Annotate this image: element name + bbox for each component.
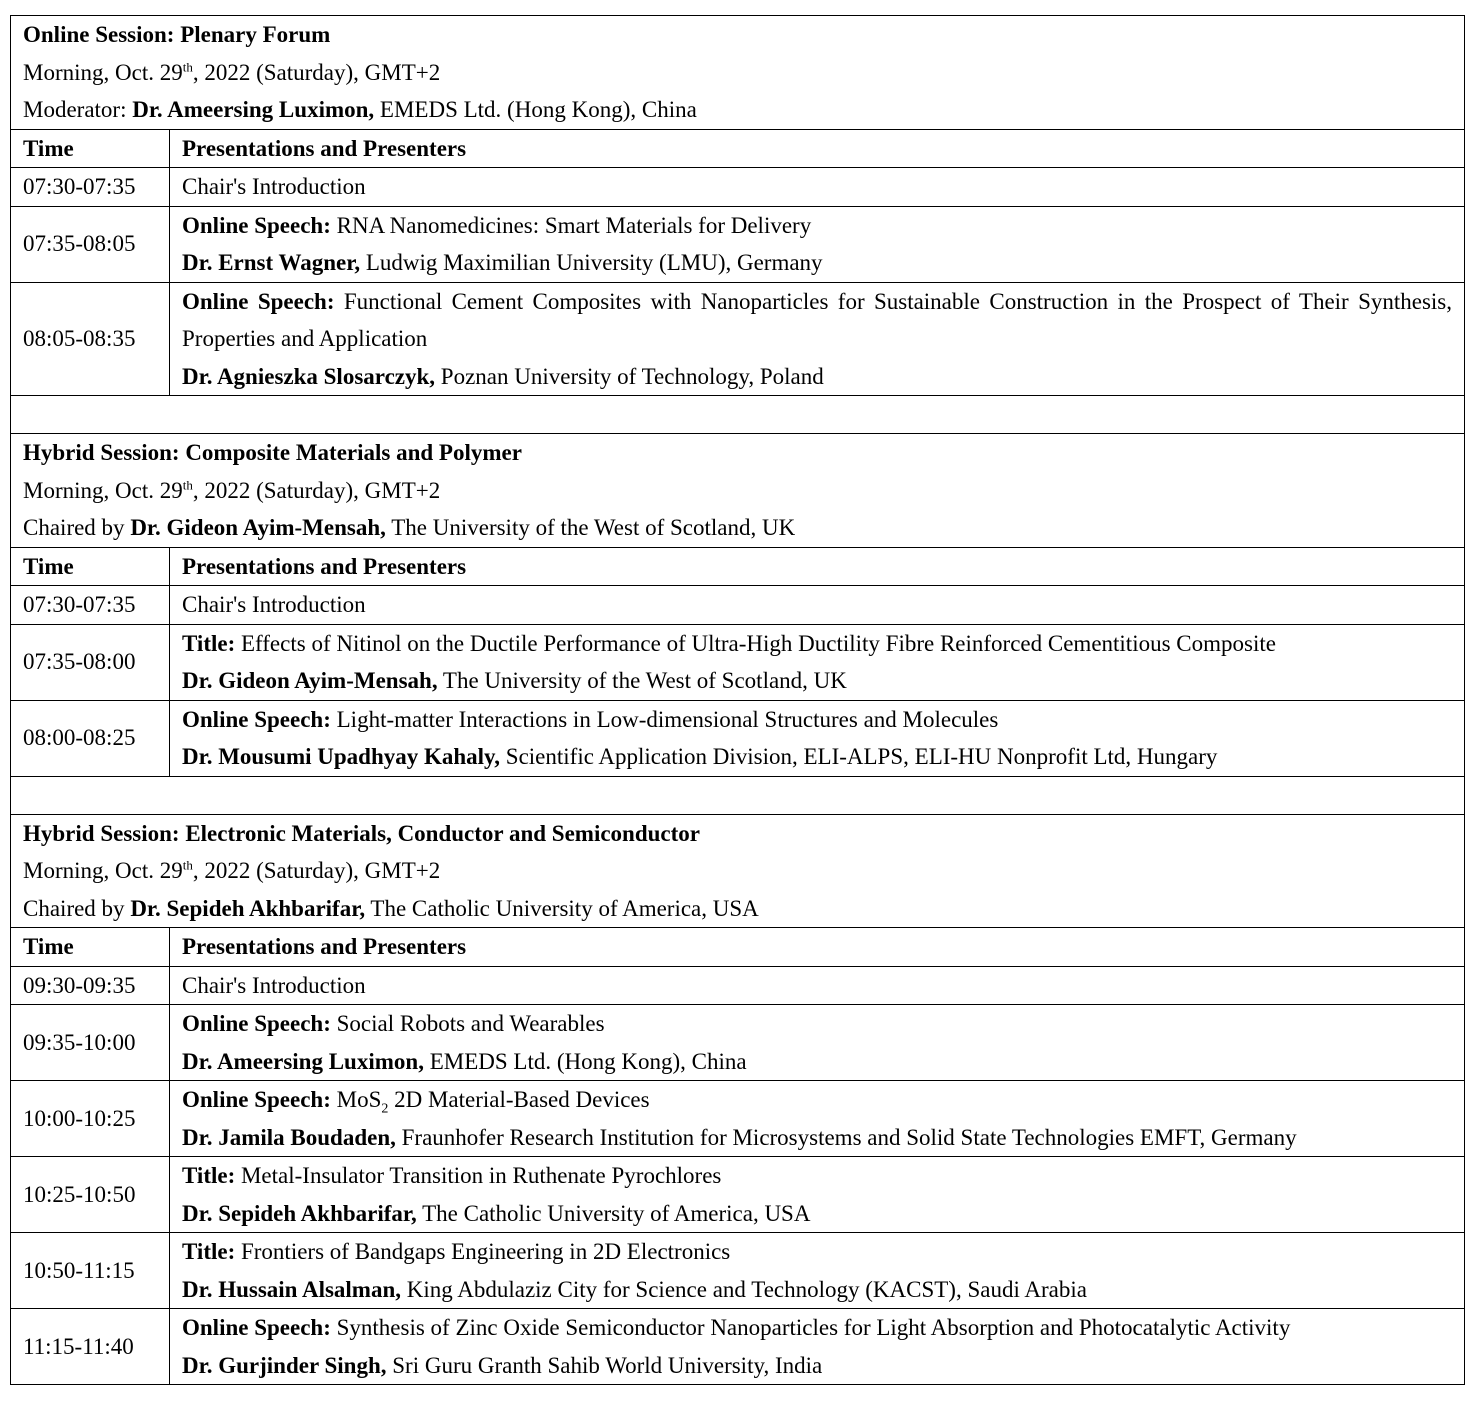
chair-prefix: Chaired by xyxy=(23,515,131,540)
time-cell: 09:30-09:35 xyxy=(11,966,170,1005)
presenter-affiliation: Scientific Application Division, ELI-ALPS, ELI-HU Nonprofit Ltd, Hungary xyxy=(500,744,1218,769)
presentation-title: Metal-Insulator Transition in Ruthenate Pyrochlores xyxy=(235,1163,722,1188)
date-rest: , 2022 (Saturday), GMT+2 xyxy=(192,59,441,85)
session-header xyxy=(11,434,1465,548)
date-text: Morning, Oct. 29 xyxy=(23,858,183,883)
presentation-title-rest: 2D Material-Based Devices xyxy=(388,1087,650,1112)
spacer-row xyxy=(11,396,1465,434)
presentation-label: Title: xyxy=(182,1239,236,1264)
presenter-name: Dr. Gurjinder Singh, xyxy=(182,1352,387,1378)
presenter-name: Dr. Mousumi Upadhyay Kahaly, xyxy=(182,744,501,769)
presentation-label: Online Speech: xyxy=(182,212,331,238)
presenter-name: Dr. Sepideh Akhbarifar, xyxy=(182,1200,417,1226)
presenter-name: Dr. Gideon Ayim-Mensah, xyxy=(182,668,438,693)
column-header-row xyxy=(11,547,1465,586)
time-cell: 07:35-08:00 xyxy=(11,624,170,700)
chair-affiliation: The Catholic University of America, USA xyxy=(365,895,759,921)
presentation-title: Light-matter Interactions in Low-dimensional Structures and Molecules xyxy=(330,706,999,732)
session-chair xyxy=(23,890,1452,928)
col-presentations-header: Presentations and Presenters xyxy=(170,547,1465,586)
presentation-label: Online Speech: xyxy=(182,1087,331,1112)
presenter-affiliation: Sri Guru Granth Sahib World University, India xyxy=(386,1352,823,1378)
session-date xyxy=(23,472,1452,510)
table-row xyxy=(11,1309,1465,1385)
subscript: 2 xyxy=(381,1101,389,1117)
col-presentations-header: Presentations and Presenters xyxy=(170,129,1465,168)
table-row xyxy=(11,282,1465,396)
time-cell: 08:00-08:25 xyxy=(11,700,170,776)
table-row xyxy=(11,1081,1465,1157)
presentation-cell xyxy=(170,700,1465,776)
presentation-cell xyxy=(170,1081,1465,1157)
presenter-line xyxy=(182,244,1452,282)
chair-prefix: Moderator: xyxy=(23,97,133,122)
date-suffix: th xyxy=(182,476,193,492)
presenter-affiliation: Ludwig Maximilian University (LMU), Germany xyxy=(360,250,823,275)
date-text: Morning, Oct. 29 xyxy=(23,59,183,85)
session-title: Hybrid Session: Electronic Materials, Conductor and Semiconductor xyxy=(23,820,701,846)
presenter-line xyxy=(182,358,1452,396)
presenter-line xyxy=(182,738,1452,776)
presentation-title: Functional Cement Composites with Nanoparticles for Sustainable Construction in the Prospect of Their Synthesis, Properties and Application xyxy=(182,288,1453,351)
table-row xyxy=(11,966,1465,1005)
presenter-affiliation: The University of the West of Scotland, UK xyxy=(437,668,847,693)
col-time-header: Time xyxy=(11,928,170,967)
table-row xyxy=(11,1157,1465,1233)
date-rest: , 2022 (Saturday), GMT+2 xyxy=(192,477,441,503)
col-time-header: Time xyxy=(11,129,170,168)
presentation-title: MoS xyxy=(330,1087,382,1112)
presenter-affiliation: EMEDS Ltd. (Hong Kong), China xyxy=(423,1048,747,1074)
column-header-row xyxy=(11,129,1465,168)
table-row xyxy=(11,700,1465,776)
presentation-line xyxy=(182,1309,1452,1347)
time-cell: 11:15-11:40 xyxy=(11,1309,170,1385)
presentation-cell xyxy=(170,1233,1465,1309)
time-cell: 07:30-07:35 xyxy=(11,586,170,625)
table-row xyxy=(11,624,1465,700)
presentation-cell xyxy=(170,206,1465,282)
presenter-affiliation: The Catholic University of America, USA xyxy=(416,1200,811,1226)
presentation-line xyxy=(182,283,1452,358)
presentation-line xyxy=(182,1157,1452,1195)
time-cell: 07:35-08:05 xyxy=(11,206,170,282)
presentation-label: Online Speech: xyxy=(182,288,335,314)
chair-name: Dr. Ameersing Luximon, xyxy=(132,97,375,122)
schedule-table xyxy=(10,15,1465,1385)
presenter-name: Dr. Hussain Alsalman, xyxy=(182,1276,401,1302)
table-row xyxy=(11,206,1465,282)
presenter-line xyxy=(182,1347,1452,1385)
presentation-title: RNA Nanomedicines: Smart Materials for Delivery xyxy=(330,212,812,238)
presentation-title: Frontiers of Bandgaps Engineering in 2D Electronics xyxy=(235,1239,731,1264)
presenter-line xyxy=(182,662,1452,700)
session-chair xyxy=(23,509,1452,547)
presenter-name: Dr. Ernst Wagner, xyxy=(182,250,361,275)
session-header xyxy=(11,16,1465,130)
presenter-name: Dr. Agnieszka Slosarczyk, xyxy=(182,363,436,389)
chair-name: Dr. Sepideh Akhbarifar, xyxy=(130,895,366,921)
presentation-line xyxy=(182,625,1452,663)
presentation-label: Title: xyxy=(182,1163,236,1188)
session-title: Hybrid Session: Composite Materials and Polymer xyxy=(23,440,522,465)
time-cell: 07:30-07:35 xyxy=(11,168,170,207)
table-row xyxy=(11,168,1465,207)
chair-name: Dr. Gideon Ayim-Mensah, xyxy=(130,515,386,540)
presentation-label: Title: xyxy=(182,630,236,656)
chair-affiliation: The University of the West of Scotland, UK xyxy=(385,515,796,540)
spacer-row xyxy=(11,776,1465,814)
presentation-label: Online Speech: xyxy=(182,1011,331,1036)
presenter-line xyxy=(182,1119,1452,1157)
session-date xyxy=(23,54,1452,92)
presenter-name: Dr. Ameersing Luximon, xyxy=(182,1048,424,1074)
table-row xyxy=(11,1233,1465,1309)
session-chair xyxy=(23,91,1452,129)
presentation-line xyxy=(182,207,1452,245)
time-cell: 09:35-10:00 xyxy=(11,1005,170,1081)
presentation-line xyxy=(182,1233,1452,1271)
table-row xyxy=(11,586,1465,625)
chair-affiliation: EMEDS Ltd. (Hong Kong), China xyxy=(374,97,697,122)
presenter-name: Dr. Jamila Boudaden, xyxy=(182,1124,396,1150)
presentation-label: Online Speech: xyxy=(182,1315,331,1340)
col-presentations-header: Presentations and Presenters xyxy=(170,928,1465,967)
presentation-label: Online Speech: xyxy=(182,706,331,732)
presentation-title: Synthesis of Zinc Oxide Semiconductor Nanoparticles for Light Absorption and Photocatalytic Activity xyxy=(330,1315,1291,1340)
session-header xyxy=(11,814,1465,928)
presenter-affiliation: Poznan University of Technology, Poland xyxy=(435,363,824,389)
presentation-cell xyxy=(170,1157,1465,1233)
session-title: Online Session: Plenary Forum xyxy=(23,22,331,47)
presentation-title: Social Robots and Wearables xyxy=(330,1011,605,1036)
column-header-row xyxy=(11,928,1465,967)
col-time-header: Time xyxy=(11,547,170,586)
presentation-cell xyxy=(170,624,1465,700)
session-date xyxy=(23,852,1452,890)
presentation-title: Chair's Introduction xyxy=(170,586,1465,625)
presenter-line xyxy=(182,1271,1452,1309)
time-cell: 10:00-10:25 xyxy=(11,1081,170,1157)
date-rest: , 2022 (Saturday), GMT+2 xyxy=(192,858,441,883)
presentation-cell xyxy=(170,1309,1465,1385)
presentation-title: Chair's Introduction xyxy=(170,168,1465,207)
time-cell: 08:05-08:35 xyxy=(11,282,170,396)
date-text: Morning, Oct. 29 xyxy=(23,477,183,503)
presentation-cell xyxy=(170,1005,1465,1081)
chair-prefix: Chaired by xyxy=(23,895,131,921)
presenter-line xyxy=(182,1195,1452,1233)
presenter-affiliation: Fraunhofer Research Institution for Microsystems and Solid State Technologies EMFT, Germany xyxy=(395,1124,1297,1150)
presenter-affiliation: King Abdulaziz City for Science and Technology (KACST), Saudi Arabia xyxy=(401,1276,1087,1302)
table-row xyxy=(11,1005,1465,1081)
date-suffix: th xyxy=(182,857,193,873)
presenter-line xyxy=(182,1043,1452,1081)
presentation-title: Effects of Nitinol on the Ductile Performance of Ultra-High Ductility Fibre Reinforced Cementitious Composite xyxy=(235,630,1276,656)
date-suffix: th xyxy=(182,58,193,74)
time-cell: 10:25-10:50 xyxy=(11,1157,170,1233)
presentation-title: Chair's Introduction xyxy=(170,966,1465,1005)
presentation-cell xyxy=(170,282,1465,396)
presentation-line xyxy=(182,1081,1452,1119)
presentation-line xyxy=(182,701,1452,739)
time-cell: 10:50-11:15 xyxy=(11,1233,170,1309)
presentation-line xyxy=(182,1005,1452,1043)
